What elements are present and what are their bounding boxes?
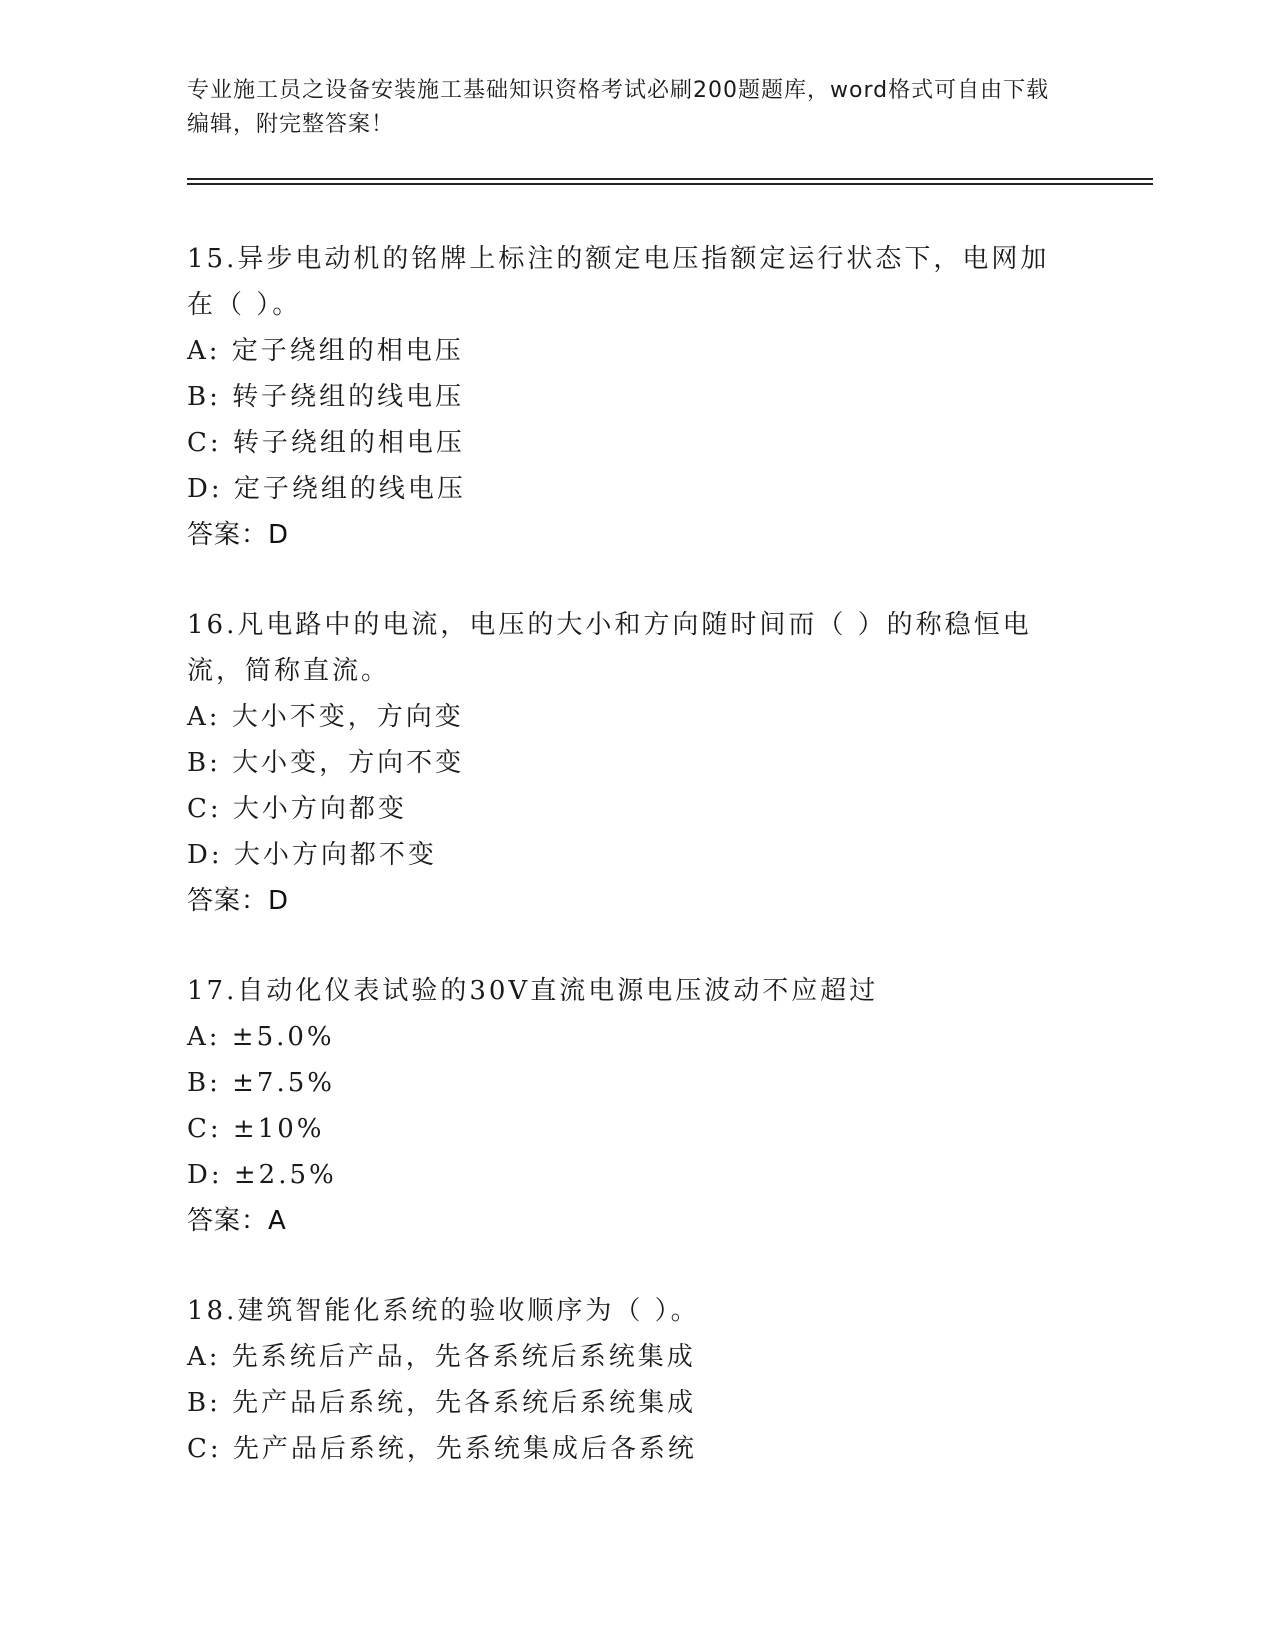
option-c: C: 转子绕组的相电压 <box>187 428 465 458</box>
question-stem: 15.异步电动机的铭牌上标注的额定电压指额定运行状态下，电网加在（ ）。 <box>187 244 1050 320</box>
header-divider-top <box>187 178 1153 180</box>
option-b: B: ±7.5% <box>187 1068 335 1098</box>
option-b: B: 先产品后系统，先各系统后系统集成 <box>187 1388 697 1418</box>
question-18 <box>187 1288 1087 1472</box>
document-header: 专业施工员之设备安装施工基础知识资格考试必刷200题题库，word格式可自由下载编辑，附完整答案！ <box>187 78 1050 137</box>
option-c: C: 大小方向都变 <box>187 794 407 824</box>
question-stem: 16.凡电路中的电流，电压的大小和方向随时间而（ ）的称稳恒电流，简称直流。 <box>187 610 1032 686</box>
option-c: C: 先产品后系统，先系统集成后各系统 <box>187 1434 697 1464</box>
answer-label: 答案：D <box>187 520 290 550</box>
option-b: B: 大小变，方向不变 <box>187 748 465 778</box>
answer-label: 答案：A <box>187 1206 287 1236</box>
option-a: A: 定子绕组的相电压 <box>187 336 464 366</box>
option-a: A: 大小不变，方向变 <box>187 702 464 732</box>
header-divider-bottom <box>187 183 1153 185</box>
question-list <box>187 236 1087 1516</box>
option-b: B: 转子绕组的线电压 <box>187 382 465 412</box>
question-15 <box>187 236 1087 558</box>
option-d: D: 大小方向都不变 <box>187 840 437 870</box>
option-a: A: 先系统后产品，先各系统后系统集成 <box>187 1342 696 1372</box>
option-d: D: 定子绕组的线电压 <box>187 474 466 504</box>
option-a: A: ±5.0% <box>187 1022 335 1052</box>
question-stem: 17.自动化仪表试验的30V直流电源电压波动不应超过 <box>187 976 879 1006</box>
option-d: D: ±2.5% <box>187 1160 337 1190</box>
question-17 <box>187 968 1087 1244</box>
question-stem: 18.建筑智能化系统的验收顺序为（ ）。 <box>187 1296 700 1326</box>
answer-label: 答案：D <box>187 886 290 916</box>
option-c: C: ±10% <box>187 1114 325 1144</box>
question-16 <box>187 602 1087 924</box>
